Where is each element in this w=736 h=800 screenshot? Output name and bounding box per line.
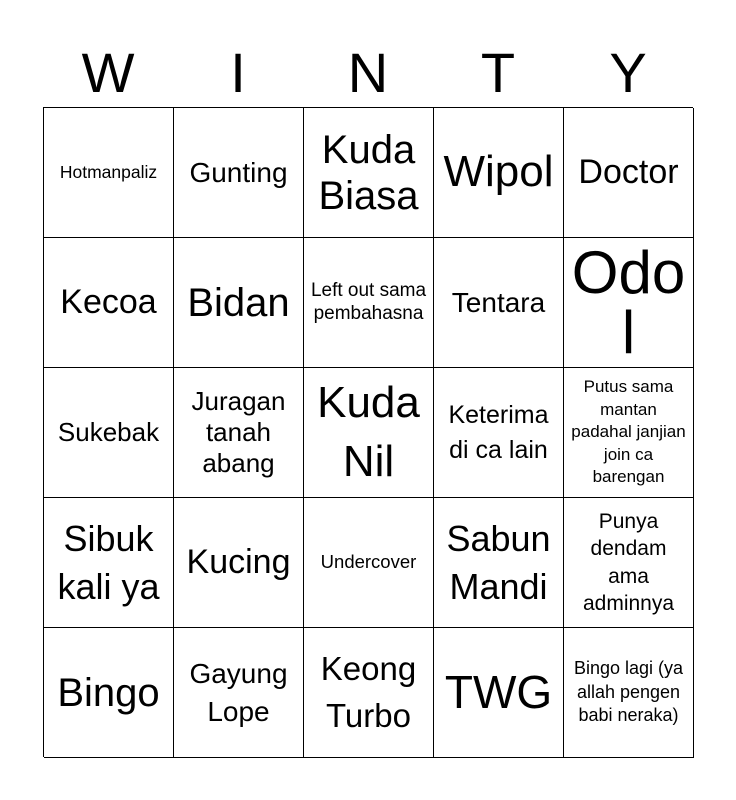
- bingo-cell-r1-c1[interactable]: [44, 108, 174, 238]
- bingo-cell-r4-c4[interactable]: [434, 498, 564, 628]
- cell-text: Keong Turbo: [320, 650, 417, 734]
- bingo-cell-r5-c3[interactable]: [304, 628, 434, 758]
- bingo-cell-r2-c5[interactable]: [564, 238, 694, 368]
- cell-text: Kuda Biasa: [318, 127, 419, 218]
- cell-text: Keterima di ca lain: [448, 400, 549, 464]
- bingo-cell-r5-c2[interactable]: [174, 628, 304, 758]
- cell-text: Kuda Nil: [317, 378, 420, 486]
- bingo-cell-r4-c2[interactable]: [174, 498, 304, 628]
- cell-text: Odol: [571, 238, 686, 366]
- bingo-cell-r3-c3[interactable]: [304, 368, 434, 498]
- cell-text: Kecoa: [60, 283, 157, 322]
- cell-text: Wipol: [443, 147, 554, 197]
- bingo-cell-r2-c3[interactable]: [304, 238, 434, 368]
- bingo-card: [43, 107, 693, 757]
- header-letter-t: T: [480, 41, 516, 104]
- cell-text: Doctor: [578, 153, 679, 192]
- cell-text: Bidan: [187, 280, 290, 325]
- header-letter-i: I: [230, 41, 246, 104]
- bingo-cell-r5-c1[interactable]: [44, 628, 174, 758]
- cell-text: Kucing: [186, 543, 291, 582]
- cell-text: Bingo: [57, 670, 160, 715]
- bingo-cell-r2-c1[interactable]: [44, 238, 174, 368]
- bingo-cell-r5-c5[interactable]: [564, 628, 694, 758]
- bingo-cell-r1-c5[interactable]: [564, 108, 694, 238]
- bingo-cell-r4-c3[interactable]: [304, 498, 434, 628]
- bingo-cell-r4-c5[interactable]: [564, 498, 694, 628]
- cell-text: Gayung Lope: [189, 657, 288, 727]
- bingo-cell-r3-c2[interactable]: [174, 368, 304, 498]
- header-letter-y: Y: [609, 41, 647, 104]
- cell-text: Gunting: [189, 156, 288, 188]
- bingo-cell-r2-c2[interactable]: [174, 238, 304, 368]
- bingo-cell-r5-c4[interactable]: [434, 628, 564, 758]
- bingo-cell-r3-c5[interactable]: [564, 368, 694, 498]
- cell-text: Sibuk kali ya: [57, 517, 160, 607]
- bingo-cell-r2-c4[interactable]: [434, 238, 564, 368]
- cell-text: Juragan tanah abang: [191, 385, 286, 479]
- bingo-cell-r1-c4[interactable]: [434, 108, 564, 238]
- cell-text: Left out sama pembahasna: [310, 279, 427, 324]
- bingo-header: [43, 40, 693, 106]
- cell-text: TWG: [444, 665, 553, 718]
- cell-text: Tentara: [451, 286, 546, 318]
- bingo-cell-r1-c2[interactable]: [174, 108, 304, 238]
- cell-text: Putus sama mantan padahal janjian join ca barengan: [571, 377, 686, 487]
- header-letter-w: W: [81, 41, 135, 104]
- cell-text: Bingo lagi (ya allah pengen babi neraka): [573, 657, 684, 726]
- header-letter-n: N: [347, 41, 389, 104]
- bingo-cell-r4-c1[interactable]: [44, 498, 174, 628]
- cell-text: Punya dendam ama adminnya: [582, 509, 675, 615]
- bingo-cell-r3-c4[interactable]: [434, 368, 564, 498]
- cell-text: Undercover: [320, 551, 417, 573]
- cell-text: Sukebak: [57, 416, 160, 447]
- cell-text: Hotmanpaliz: [59, 162, 158, 183]
- cell-text: Sabun Mandi: [446, 517, 551, 607]
- bingo-cell-r1-c3[interactable]: [304, 108, 434, 238]
- bingo-cell-r3-c1[interactable]: [44, 368, 174, 498]
